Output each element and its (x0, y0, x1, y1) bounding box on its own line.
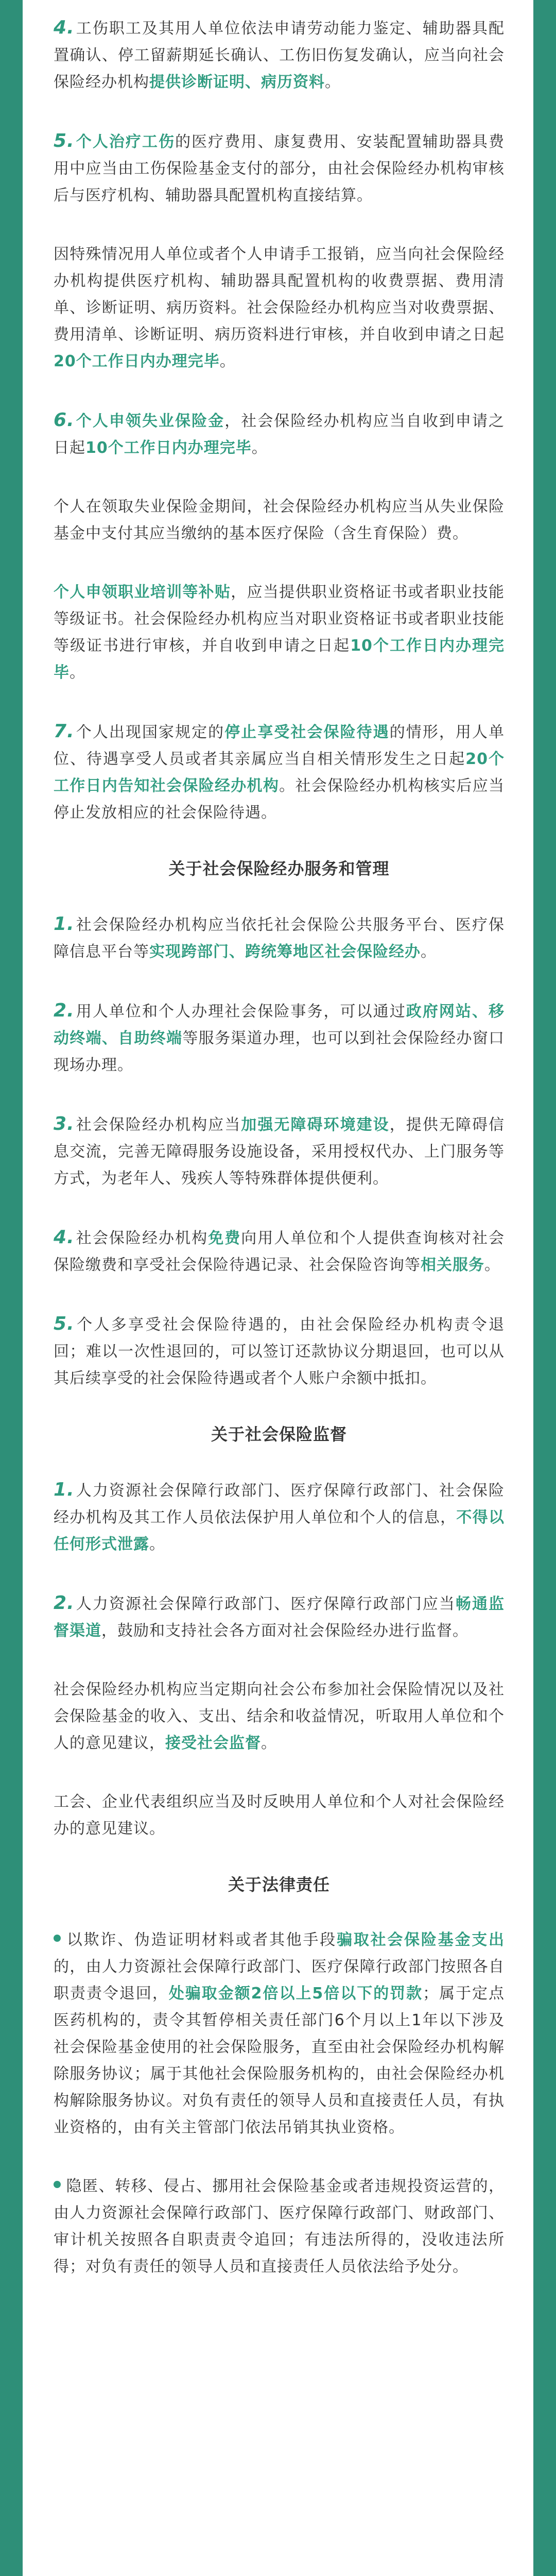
item-number: 4. (54, 17, 75, 38)
item-number: 1. (54, 913, 75, 935)
highlight: 不得以任何形式泄露 (54, 1509, 505, 1553)
item-number: 5. (54, 130, 75, 151)
highlight: 实现跨部门、跨统筹地区社会保险经办 (149, 943, 421, 961)
item-5 (54, 128, 505, 209)
text: 以欺诈、伪造证明材料或者其他手段 (66, 1931, 337, 1949)
item-number: 3. (54, 1113, 75, 1134)
text: 。 (219, 352, 236, 370)
item-number: 7. (54, 721, 75, 742)
text: 用人单位和个人办理社会保险事务，可以通过 (75, 1003, 406, 1021)
item-4 (54, 14, 505, 96)
highlight: 20个工作日内办理完毕 (54, 352, 220, 370)
item-number: 1. (54, 1479, 75, 1500)
highlight: 政府网站、移动终端、自助终端 (54, 1003, 505, 1047)
text: 社会保险经办机构应当定期向社会公布参加社会保险情况以及社会保险基金的收入、支出、结余和收益情况，听取用人单位和个人的意见建议， (54, 1681, 505, 1752)
text: 。 (149, 1535, 165, 1553)
highlight: 10个工作日内办理完毕 (85, 439, 252, 457)
supervision-item-2 (54, 1590, 505, 1645)
text: 。 (484, 1256, 500, 1274)
text: ，社会保险经办机构应当自收到申请之日起 (54, 412, 505, 457)
text: 的情形，用人单位、待遇享受人员或者其亲属应当自相关情形发生之日起 (54, 723, 505, 768)
item-number: 2. (54, 1592, 75, 1614)
text: 人力资源社会保障行政部门、医疗保障行政部门、社会保险经办机构及其工作人员依法保护用人单位和个人的信息， (54, 1482, 505, 1527)
text: 等服务渠道办理，也可以到社会保险经办窗口现场办理。 (54, 1029, 505, 1074)
text: 的，由人力资源社会保障行政部门、医疗保障行政部门按照各自职责责令退回， (54, 1958, 505, 2003)
service-item-5 (54, 1311, 505, 1392)
highlight: 骗取社会保险基金支出 (337, 1931, 505, 1949)
item-number: 5. (54, 1313, 75, 1334)
text: 人力资源社会保障行政部门、医疗保障行政部门应当 (75, 1595, 456, 1613)
liability-item-misuse (54, 2173, 505, 2280)
section-title-service-management: 关于社会保险经办服务和管理 (168, 859, 390, 878)
text: 。 (70, 664, 85, 682)
service-item-1 (54, 911, 505, 965)
text: ，鼓励和支持社会各方面对社会保险经办进行监督。 (101, 1622, 468, 1640)
item-number: 2. (54, 1000, 75, 1021)
bullet-dot-icon (54, 1935, 61, 1942)
item-5-detail (54, 241, 505, 375)
item-6 (54, 407, 505, 462)
text: 个人多享受社会保险待遇的，由社会保险经办机构责令退回；难以一次性退回的，可以签订还款协议分期退回，也可以从其后续享受的社会保险待遇或者个人账户余额中抵扣。 (54, 1316, 505, 1387)
text: ；属于定点医药机构的，责令其暂停相关责任部门6个月以上1年以下涉及社会保险基金使用的社会保险服务，直至由社会保险经办机构解除服务协议；属于其他社会保险服务机构的，由社会保险经办机构解除服务协议。对负有责任的领导人员和直接责任人员，有执业资格的，由有关主管部门依法吊销其执业资格。 (54, 1985, 505, 2137)
highlight: 处骗取金额2倍以上5倍以下的罚款 (168, 1985, 423, 2003)
text: 的医疗费用、康复费用、安装配置辅助器具费用中应当由工伤保险基金支付的部分，由社会保险经办机构审核后与医疗机构、辅助器具配置机构直接结算。 (54, 133, 505, 205)
text: 工伤职工及其用人单位依法申请劳动能力鉴定、辅助器具配置确认、停工留薪期延长确认、工伤旧伤复发确认，应当向社会保险经办机构 (54, 20, 505, 91)
text: 。 (325, 73, 341, 91)
highlight: 个人申领职业培训等补贴 (54, 583, 231, 601)
text: 。 (251, 439, 268, 457)
highlight: 免费 (208, 1229, 241, 1247)
text: 。社会保险经办机构核实后应当停止发放相应的社会保险待遇。 (54, 777, 505, 822)
highlight: 10个工作日内办理完毕 (54, 637, 505, 682)
text: ，应当提供职业资格证书或者职业技能等级证书。社会保险经办机构应当对职业资格证书或者职业技能等级证书进行审核，并自收到申请之日起 (54, 583, 505, 655)
text: 因特殊情况用人单位或者个人申请手工报销，应当向社会保险经办机构提供医疗机构、辅助器具配置机构的收费票据、费用清单、诊断证明、病历资料。社会保险经办机构应当对收费票据、费用清单、诊断证明、病历资料进行审核，并自收到申请之日起 (54, 245, 505, 344)
text: 社会保险经办机构 (75, 1229, 208, 1247)
text: 个人出现国家规定的 (75, 723, 225, 741)
service-item-4 (54, 1224, 505, 1279)
supervision-item-2-union (54, 1789, 505, 1842)
item-number: 4. (54, 1227, 75, 1248)
text: 个人在领取失业保险金期间，社会保险经办机构应当从失业保险基金中支付其应当缴纳的基本医疗保险（含生育保险）费。 (54, 498, 505, 543)
text: 工会、企业代表组织应当及时反映用人单位和个人对社会保险经办的意见建议。 (54, 1793, 505, 1838)
highlight: 20个工作日内告知社会保险经办机构 (54, 750, 505, 795)
section-title-legal-liability: 关于法律责任 (228, 1875, 330, 1894)
item-7 (54, 718, 505, 826)
text: 。 (421, 943, 437, 961)
text: 隐匿、转移、侵占、挪用社会保险基金或者违规投资运营的，由人力资源社会保障行政部门、医疗保障行政部门、财政部门、审计机关按照各自职责责令追回；有违法所得的，没收违法所得；对负有责任的领导人员和直接责任人员依法给予处分。 (54, 2177, 505, 2276)
text: ，提供无障碍信息交流，完善无障碍服务设施设备，采用授权代办、上门服务等方式，为老年人、残疾人等特殊群体提供便利。 (54, 1116, 505, 1188)
text: 社会保险经办机构应当 (75, 1116, 241, 1134)
supervision-item-2-detail (54, 1676, 505, 1757)
text: 向用人单位和个人提供查询核对社会保险缴费和享受社会保险待遇记录、社会保险咨询等 (54, 1229, 505, 1274)
highlight: 畅通监督渠道 (54, 1595, 505, 1640)
highlight: 个人治疗工伤 (75, 133, 176, 151)
service-item-3 (54, 1111, 505, 1192)
highlight: 相关服务 (421, 1256, 484, 1274)
item-number: 6. (54, 410, 75, 431)
highlight: 提供诊断证明、病历资料 (149, 73, 325, 91)
highlight: 加强无障碍环境建设 (241, 1116, 390, 1134)
text: 。 (261, 1734, 277, 1752)
service-item-2 (54, 997, 505, 1079)
section-title-supervision: 关于社会保险监督 (211, 1425, 347, 1444)
highlight: 接受社会监督 (165, 1734, 261, 1752)
bullet-dot-icon (54, 2181, 61, 2188)
highlight: 停止享受社会保险待遇 (224, 723, 390, 741)
text: 社会保险经办机构应当依托社会保险公共服务平台、医疗保障信息平台等 (54, 916, 505, 961)
supervision-item-1 (54, 1477, 505, 1558)
content-card (23, 0, 533, 2576)
liability-item-fraud (54, 1927, 505, 2141)
item-6-training (54, 579, 505, 686)
highlight: 个人申领失业保险金 (75, 412, 225, 430)
item-6-detail (54, 494, 505, 547)
